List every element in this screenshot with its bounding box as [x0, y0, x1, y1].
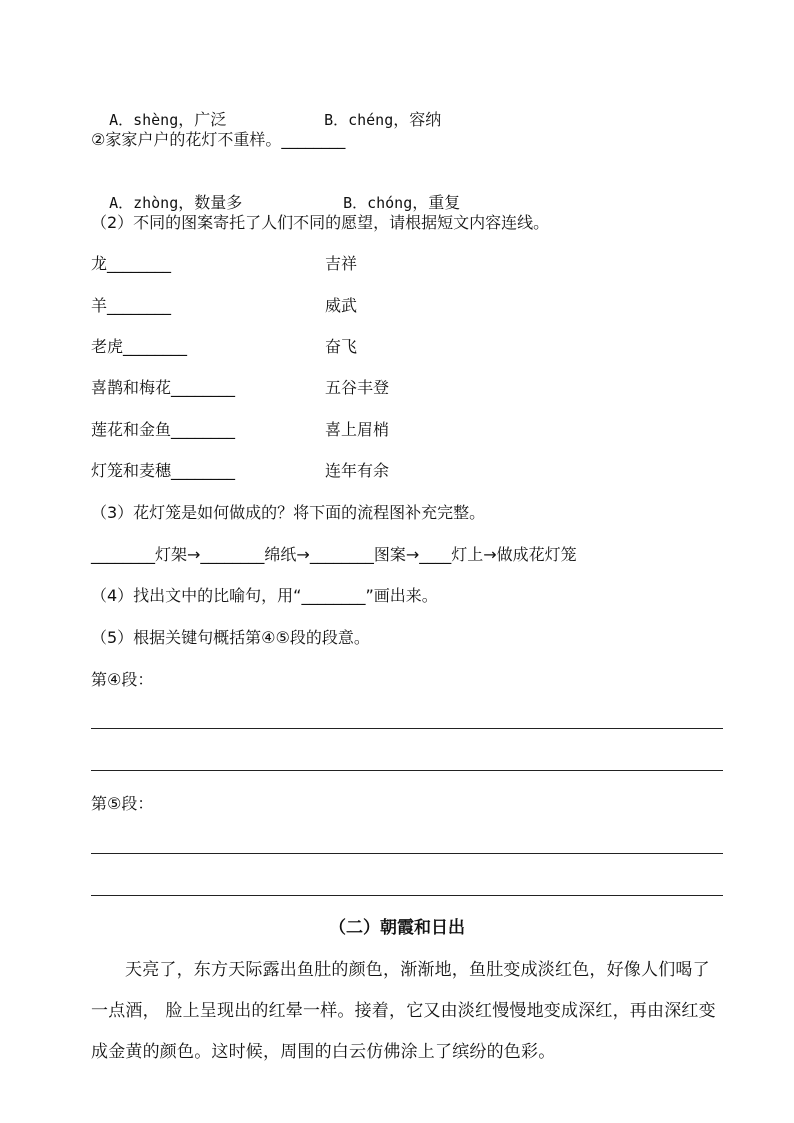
match-right-item: 喜上眉梢	[325, 420, 390, 439]
answer-line	[91, 853, 723, 854]
match-right-item: 连年有余	[325, 461, 390, 480]
q2-prompt: （2）不同的图案寄托了人们不同的愿望，请根据短文内容连线。	[91, 213, 550, 232]
q4-prompt: （4）找出文中的比喻句，用“________”画出来。	[91, 586, 438, 605]
option-label: A．	[109, 194, 134, 212]
q1-1-option-b	[306, 87, 441, 131]
q3-prompt: （3）花灯笼是如何做成的？将下面的流程图补充完整。	[91, 503, 486, 522]
q3-flowchart: ________灯架→________绵纸→________图案→____灯上→做成花灯笼	[91, 545, 577, 564]
para4-label: 第④段：	[91, 670, 154, 689]
option-pinyin: chéng	[348, 111, 394, 129]
match-right-item: 奋飞	[325, 337, 358, 356]
option-label: B．	[324, 111, 349, 129]
q1-2-option-b	[325, 170, 460, 214]
q1-2-prompt: ②家家户户的花灯不重样。________	[91, 130, 346, 149]
match-right-item: 威武	[325, 296, 358, 315]
option-label: B．	[343, 194, 368, 212]
match-left-item: 莲花和金鱼________	[91, 420, 236, 439]
option-pinyin: zhòng	[133, 194, 179, 212]
option-meaning: ，重复	[412, 193, 461, 212]
answer-line	[91, 895, 723, 896]
option-meaning: ，容纳	[393, 110, 442, 129]
para5-label: 第⑤段：	[91, 794, 154, 813]
match-left-item: 龙________	[91, 254, 172, 273]
answer-line	[91, 728, 723, 729]
option-meaning: ，数量多	[178, 193, 243, 212]
q1-2-option-a	[91, 170, 242, 214]
section-title: （二）朝霞和日出	[329, 918, 465, 938]
q5-prompt: （5）根据关键句概括第④⑤段的段意。	[91, 628, 370, 647]
match-left-item: 羊________	[91, 296, 172, 315]
match-right-item: 五谷丰登	[325, 378, 390, 397]
match-left-item: 喜鹊和梅花________	[91, 378, 236, 397]
answer-line	[91, 770, 723, 771]
option-pinyin: chóng	[367, 194, 413, 212]
passage-text: 天亮了，东方天际露出鱼肚的颜色，渐渐地，鱼肚变成淡红色，好像人们喝了一点酒， 脸上呈现出的红晕一样。接着，它又由淡红慢慢地变成深红，再由深红变成金黄的颜色。这时候，周围的白云仿佛涂上了缤纷的色彩。	[91, 960, 716, 1062]
match-left-item: 灯笼和麦穗________	[91, 461, 236, 480]
option-label: A．	[109, 111, 134, 129]
match-right-item: 吉祥	[325, 254, 358, 273]
match-left-item: 老虎________	[91, 337, 188, 356]
option-pinyin: shèng	[133, 111, 179, 129]
q1-1-option-a	[91, 87, 226, 131]
option-meaning: ，广泛	[178, 110, 227, 129]
passage	[91, 950, 723, 1073]
